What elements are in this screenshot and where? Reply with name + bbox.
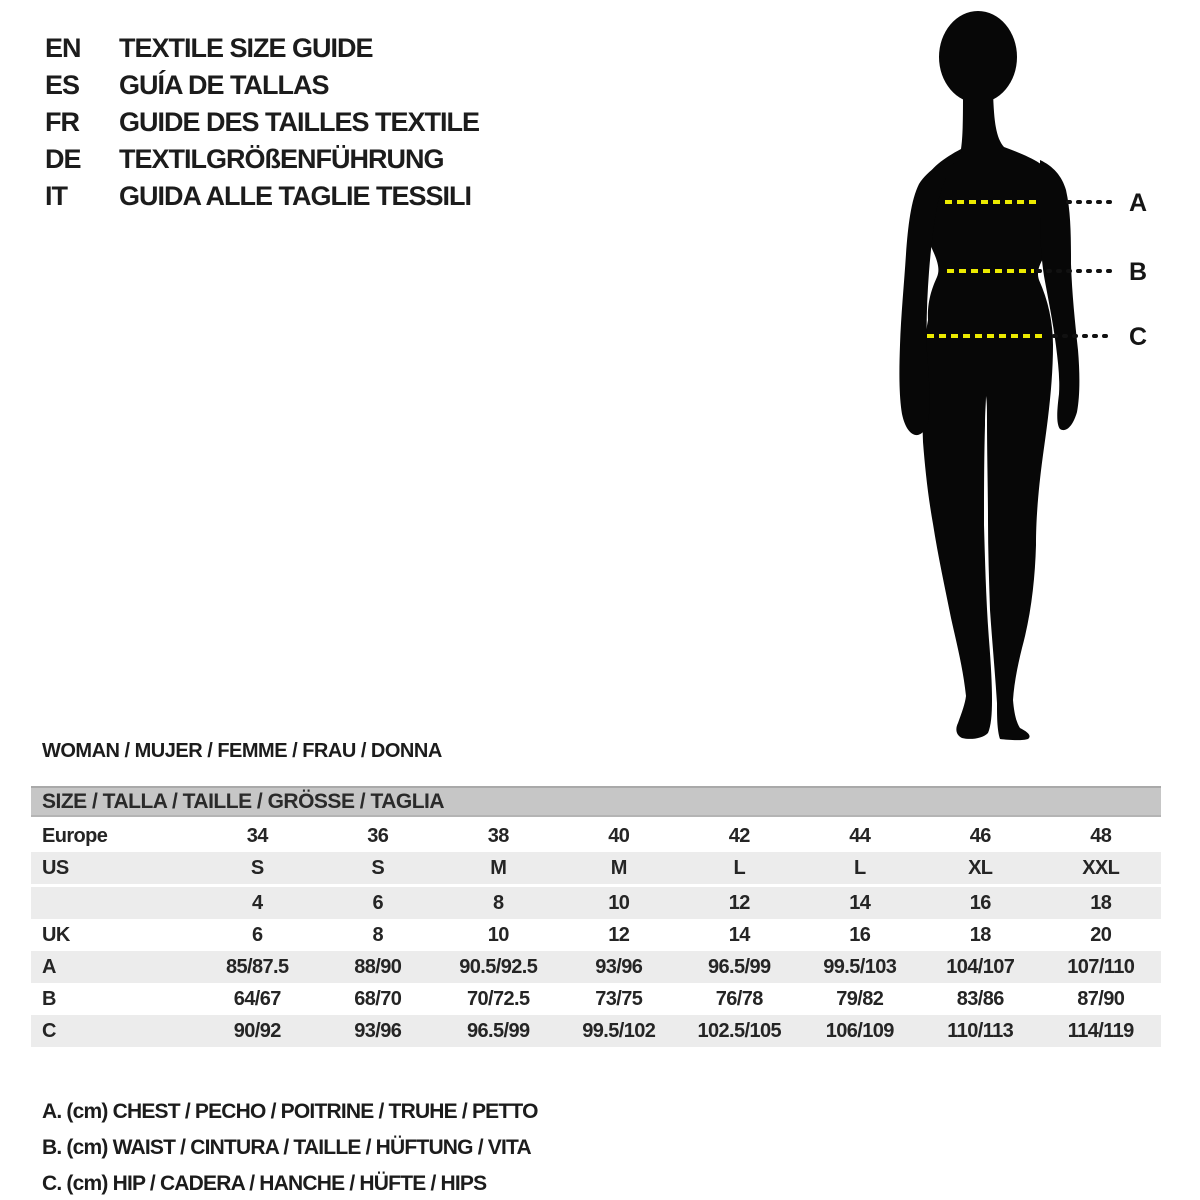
size-row-label: Europe	[42, 824, 108, 847]
size-row-b	[31, 983, 1161, 1015]
size-cell: 73/75	[595, 987, 643, 1010]
size-cell: 16	[920, 886, 1041, 920]
marker-label-c: C	[1129, 323, 1148, 351]
size-cell: 88/90	[354, 955, 402, 978]
size-cell: M	[490, 856, 507, 879]
size-cell: 42	[728, 824, 750, 847]
size-cell: S	[250, 856, 264, 879]
size-row-us-numeric	[31, 886, 1161, 920]
section-title-woman: WOMAN / MUJER / FEMME / FRAU / DONNA	[42, 740, 442, 762]
language-code: ES	[45, 70, 80, 100]
size-cell: 68/70	[354, 987, 402, 1010]
size-cell: 93/96	[354, 1019, 402, 1042]
silhouette-head	[939, 11, 1017, 103]
size-cell: 12	[679, 886, 800, 920]
size-cell: 48	[1090, 824, 1112, 847]
size-row-c	[31, 1015, 1161, 1047]
size-cell: 107/110	[1067, 955, 1135, 978]
language-code: DE	[45, 144, 81, 174]
size-cell: 70/72.5	[466, 987, 530, 1010]
size-cell: XL	[968, 856, 993, 879]
size-cell: 64/67	[233, 987, 281, 1010]
size-table-header: SIZE / TALLA / TAILLE / GRÖSSE / TAGLIA	[31, 786, 1161, 817]
size-row-label: US	[42, 856, 69, 879]
size-cell: 106/109	[825, 1019, 894, 1042]
size-cell: 102.5/105	[697, 1019, 782, 1042]
size-cell: L	[853, 856, 866, 879]
legend-line-waist: B. (cm) WAIST / CINTURA / TAILLE / HÜFTUNG / VITA	[42, 1136, 531, 1159]
size-cell: 44	[849, 824, 871, 847]
language-row-de	[45, 141, 479, 178]
language-row-fr	[45, 104, 479, 141]
woman-silhouette-figure	[860, 0, 1200, 760]
size-row-label: UK	[42, 923, 70, 946]
size-row-label	[31, 886, 197, 920]
size-cell: 14	[728, 923, 750, 946]
size-cell: 90/92	[233, 1019, 281, 1042]
size-cell: 8	[438, 886, 559, 920]
size-cell: 110/113	[947, 1019, 1014, 1042]
size-cell: 99.5/102	[582, 1019, 656, 1042]
size-cell: 40	[608, 824, 630, 847]
language-code: FR	[45, 107, 79, 137]
language-code: EN	[45, 33, 81, 63]
size-row-us	[31, 852, 1161, 886]
size-cell: 8	[372, 923, 384, 946]
size-cell: 104/107	[946, 955, 1015, 978]
size-cell: 76/78	[715, 987, 763, 1010]
size-cell: M	[610, 856, 627, 879]
size-cell: 90.5/92.5	[459, 955, 538, 978]
size-cell: XXL	[1082, 856, 1120, 879]
size-cell: 14	[800, 886, 921, 920]
size-cell: 36	[367, 824, 389, 847]
language-row-en	[45, 30, 479, 67]
size-cell: 6	[251, 923, 263, 946]
legend-line-hip: C. (cm) HIP / CADERA / HANCHE / HÜFTE / HIPS	[42, 1172, 487, 1195]
size-row-label: A	[42, 955, 56, 978]
legend-line-chest: A. (cm) CHEST / PECHO / POITRINE / TRUHE / PETTO	[42, 1100, 538, 1123]
size-row-label: B	[42, 987, 56, 1010]
size-cell: 18	[1041, 886, 1162, 920]
size-cell: 46	[969, 824, 991, 847]
size-cell: 83/86	[956, 987, 1004, 1010]
size-cell: 99.5/103	[823, 955, 897, 978]
size-table-body	[31, 820, 1161, 1047]
size-cell: 20	[1090, 923, 1112, 946]
language-label: GUIDE DES TAILLES TEXTILE	[119, 107, 480, 137]
size-cell: 96.5/99	[707, 955, 771, 978]
size-row-uk	[31, 919, 1161, 951]
size-cell: 16	[849, 923, 871, 946]
size-cell: 4	[197, 886, 318, 920]
size-row-europe	[31, 820, 1161, 852]
size-cell: 87/90	[1077, 987, 1125, 1010]
size-cell: 38	[487, 824, 509, 847]
silhouette-body	[922, 92, 1058, 740]
language-row-es	[45, 67, 479, 104]
language-label: TEXTILE SIZE GUIDE	[119, 33, 373, 63]
language-list	[45, 30, 479, 215]
measurement-legend	[42, 1094, 538, 1200]
size-cell: 34	[246, 824, 268, 847]
marker-label-b: B	[1129, 258, 1148, 286]
size-row-label: C	[42, 1019, 56, 1042]
size-cell: 79/82	[836, 987, 884, 1010]
size-table	[31, 786, 1161, 1047]
size-cell: 12	[608, 923, 630, 946]
size-cell: L	[733, 856, 746, 879]
size-cell: 10	[487, 923, 509, 946]
size-cell: 93/96	[595, 955, 643, 978]
language-label: GUÍA DE TALLAS	[119, 70, 329, 100]
size-cell: 6	[318, 886, 439, 920]
size-cell: 96.5/99	[466, 1019, 530, 1042]
size-cell: 85/87.5	[225, 955, 289, 978]
marker-label-a: A	[1129, 189, 1148, 217]
language-label: TEXTILGRÖßENFÜHRUNG	[119, 144, 444, 174]
language-label: GUIDA ALLE TAGLIE TESSILI	[119, 181, 471, 211]
size-row-a	[31, 951, 1161, 983]
size-cell: S	[371, 856, 385, 879]
size-cell: 10	[559, 886, 680, 920]
size-cell: 114/119	[1067, 1019, 1134, 1042]
language-row-it	[45, 178, 479, 215]
language-code: IT	[45, 181, 67, 211]
size-cell: 18	[969, 923, 991, 946]
